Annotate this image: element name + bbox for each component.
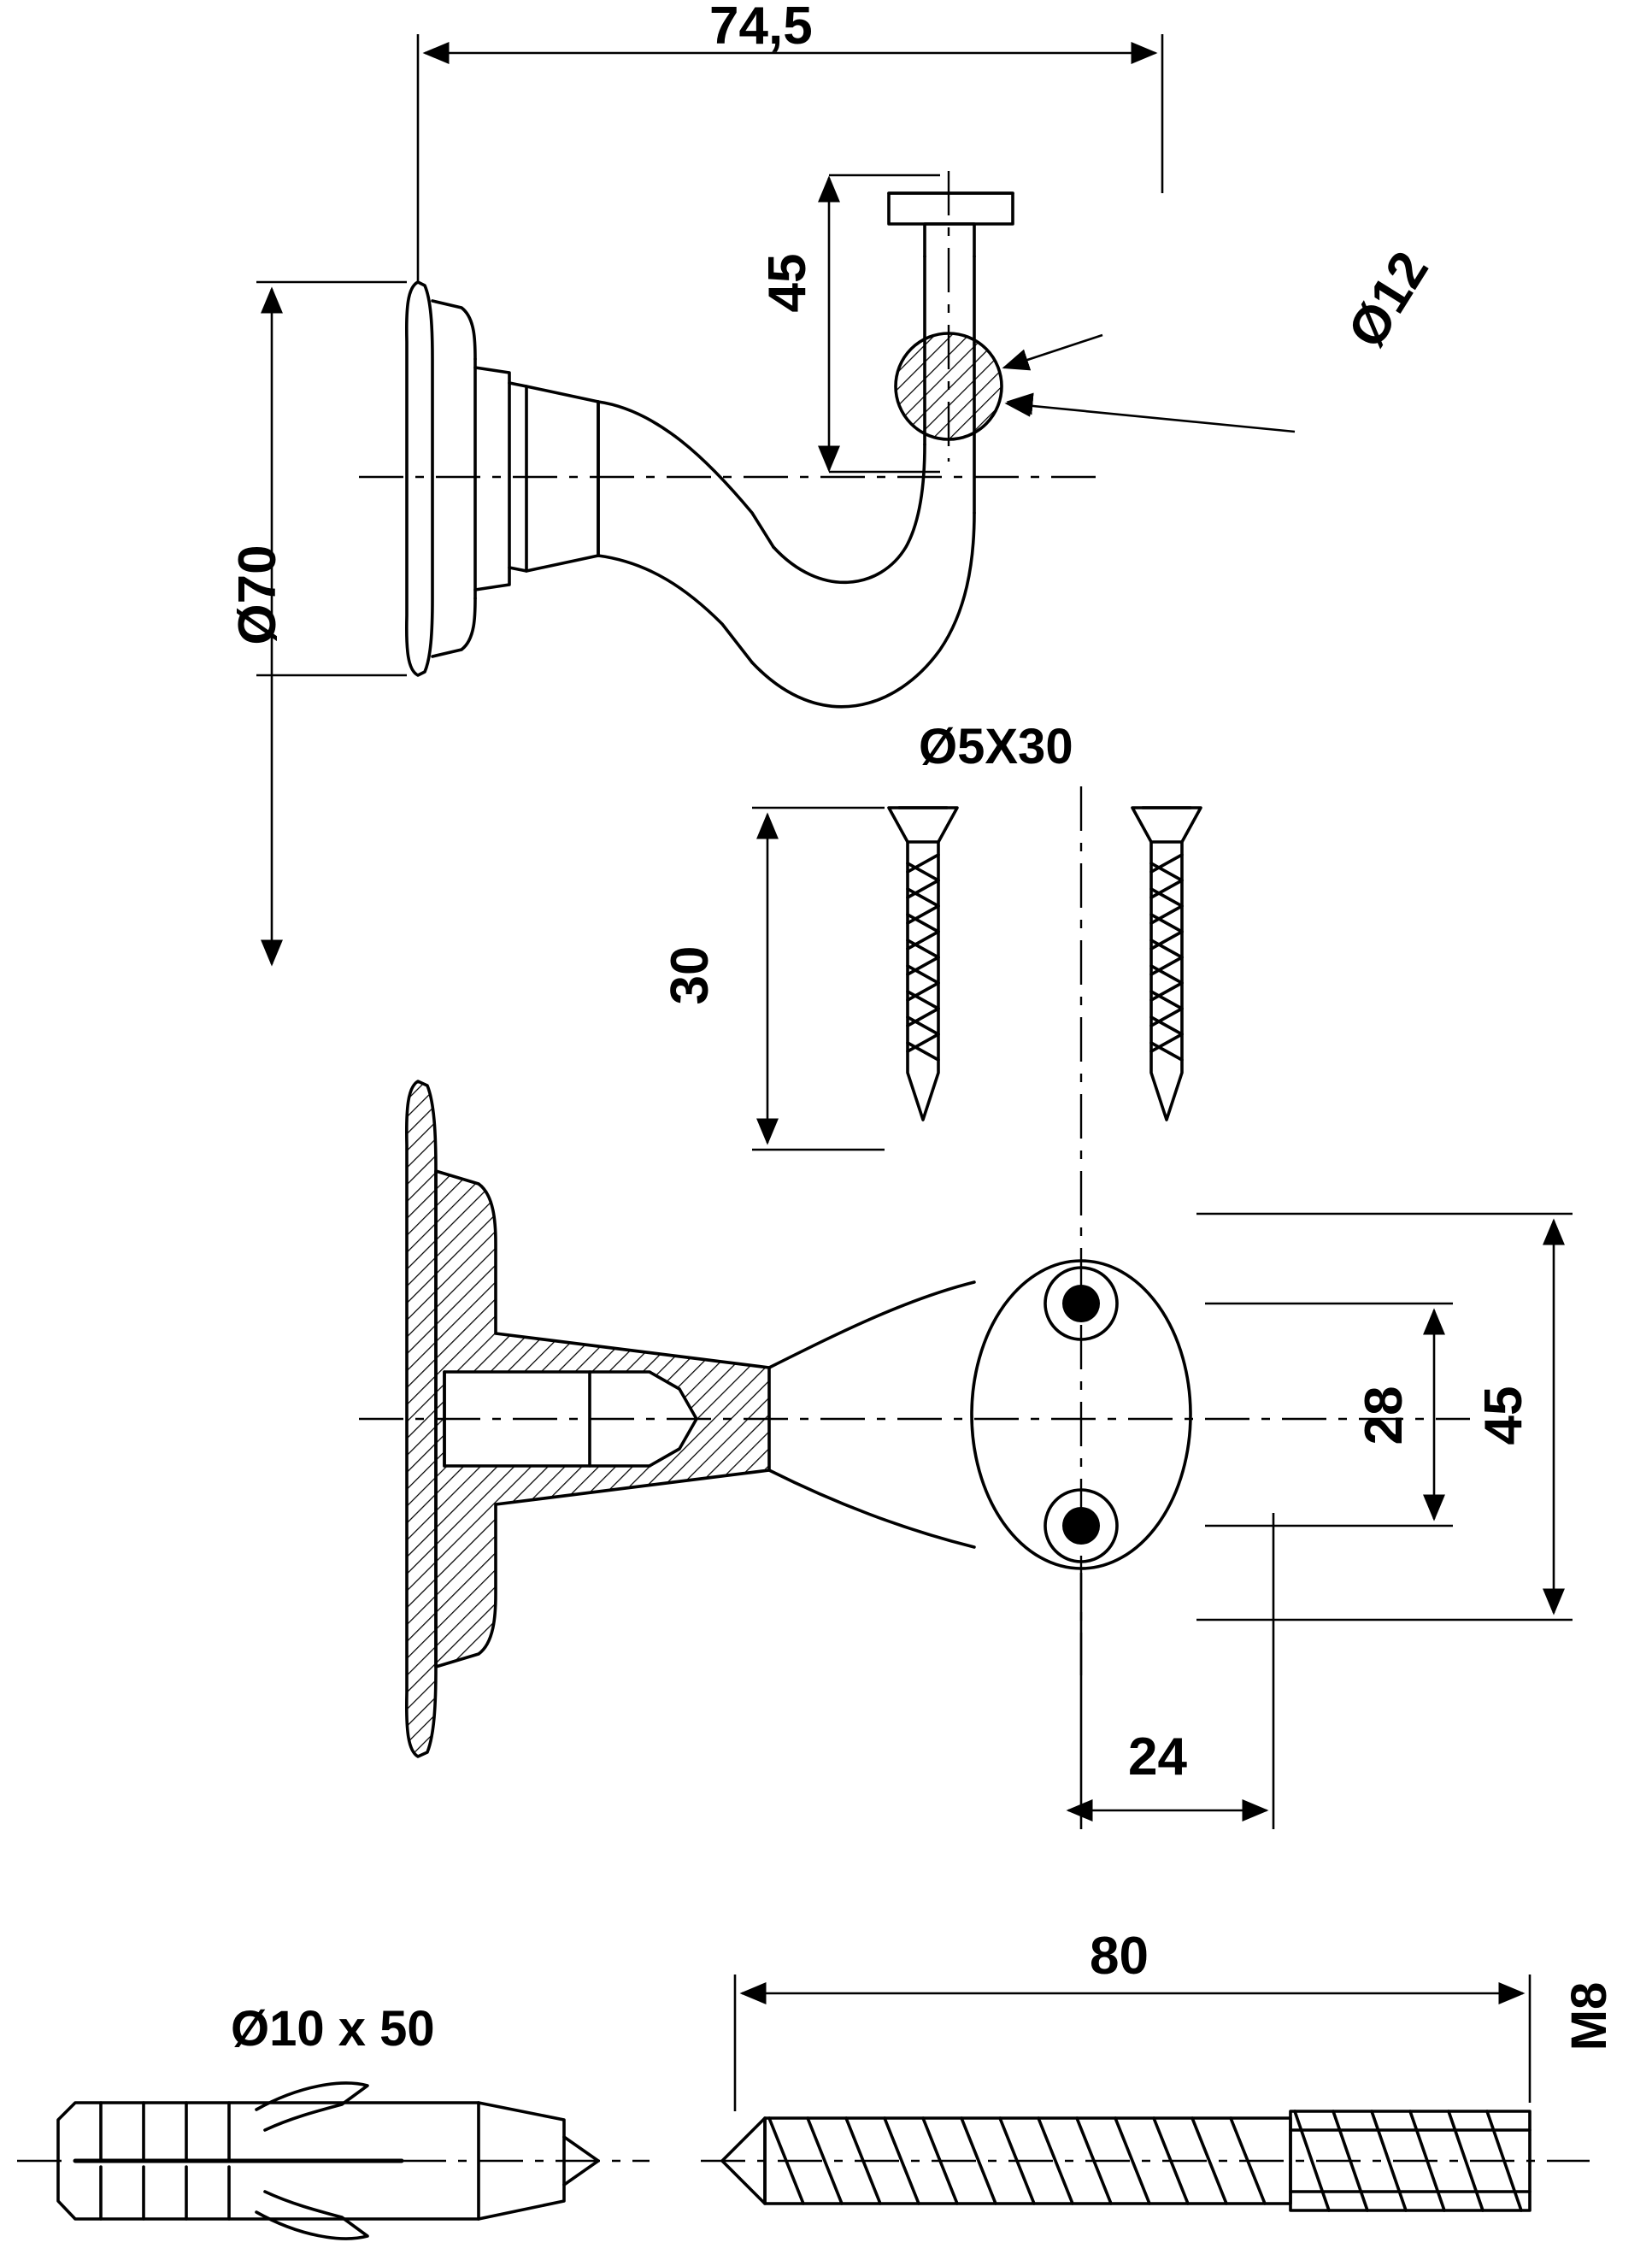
side-elevation-outline-geometry [407, 193, 1013, 707]
dim-tube-center-height: 45 [758, 253, 817, 313]
dim-plate-width: 24 [1128, 1727, 1187, 1786]
centerlines [17, 171, 1590, 2161]
dim-bolt-thread: M8 [1561, 1981, 1617, 2051]
dim-plate-height: 45 [1474, 1386, 1533, 1445]
dim-hole-spacing: 28 [1355, 1386, 1414, 1445]
label-screw-spec: Ø5X30 [919, 719, 1073, 774]
dim-screw-length: 30 [661, 945, 720, 1005]
label-wall-plug-spec: Ø10 x 50 [231, 2001, 435, 2057]
dim-bolt-length: 80 [1090, 1927, 1149, 1986]
dim-tube-diameter: Ø12 [1337, 241, 1440, 358]
dim-overall-length: 74,5 [709, 0, 813, 56]
dim-flange-diameter: Ø70 [228, 544, 287, 645]
fasteners-screws-geometry [889, 808, 1201, 1120]
